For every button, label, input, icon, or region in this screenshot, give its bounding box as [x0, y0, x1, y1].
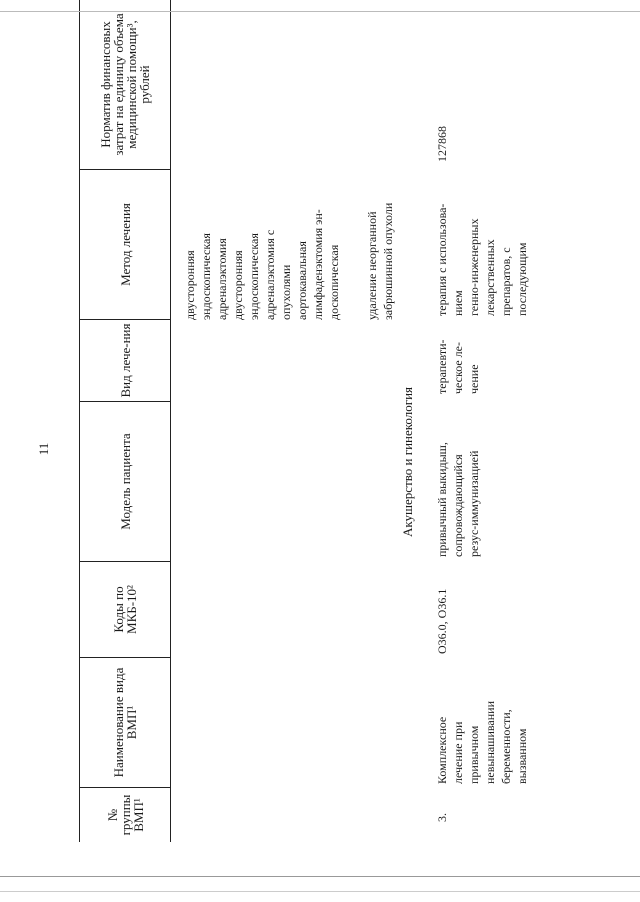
- header-group-no: [80, 788, 170, 842]
- row-patient-model: привычный выкидыш, сопровождающийся резус-иммунизацией: [435, 442, 481, 557]
- scan-edge-line: [0, 11, 640, 12]
- section-title: Акушерство и гинекология: [400, 386, 415, 537]
- header-treatment-method: [80, 170, 170, 319]
- header-vmp-name: [80, 658, 170, 787]
- page-number: 11: [36, 442, 51, 456]
- row-treatment-type: терапевти- ческое ле- чение: [435, 339, 481, 394]
- scan-artifact-line: [0, 891, 640, 892]
- header-vmp-name-text: Наименование вида ВМП¹: [111, 667, 139, 778]
- scan-artifact-line: [0, 876, 640, 877]
- header-group-no-text: № группы ВМП¹: [104, 794, 146, 836]
- row-icd-codes: O36.0, O36.1: [435, 588, 449, 654]
- continued-method-block-1: двусторонняя эндоскопическая адреналэктомия двусторонняя эндоскопическая адреналэктомия с опухолями аортокавальная лимфаденэктомия эн- доскопическая: [183, 209, 341, 320]
- header-treatment-method-text: Метод лечения: [117, 203, 133, 286]
- header-cost-norm-text: Норматив финансовых затрат на единицу объема медицинской помощи³, рублей: [98, 13, 152, 156]
- header-icd-codes-text: Коды по МКБ-10²: [111, 585, 139, 634]
- header-treatment-type: [80, 320, 170, 401]
- header-patient-model: [80, 402, 170, 561]
- row-cost-norm: 127868: [435, 126, 449, 162]
- row-vmp-name: Комплексное лечение при привычном невынашивании беременности, вызванном: [435, 701, 529, 784]
- continued-method-block-2: удаление неорганной забрюшинной опухоли: [365, 202, 395, 320]
- row-group-no: 3.: [435, 813, 449, 822]
- header-patient-model-text: Модель пациента: [117, 433, 133, 530]
- header-cost-norm: [80, 0, 170, 169]
- row-treatment-method: терапия с использова- нием генно-инженерных лекарственных препаратов, с последующим: [435, 203, 529, 316]
- header-treatment-type-text: Вид лече-ния: [117, 323, 133, 398]
- header-icd-codes: [80, 562, 170, 657]
- header-bottom-border: [170, 0, 171, 842]
